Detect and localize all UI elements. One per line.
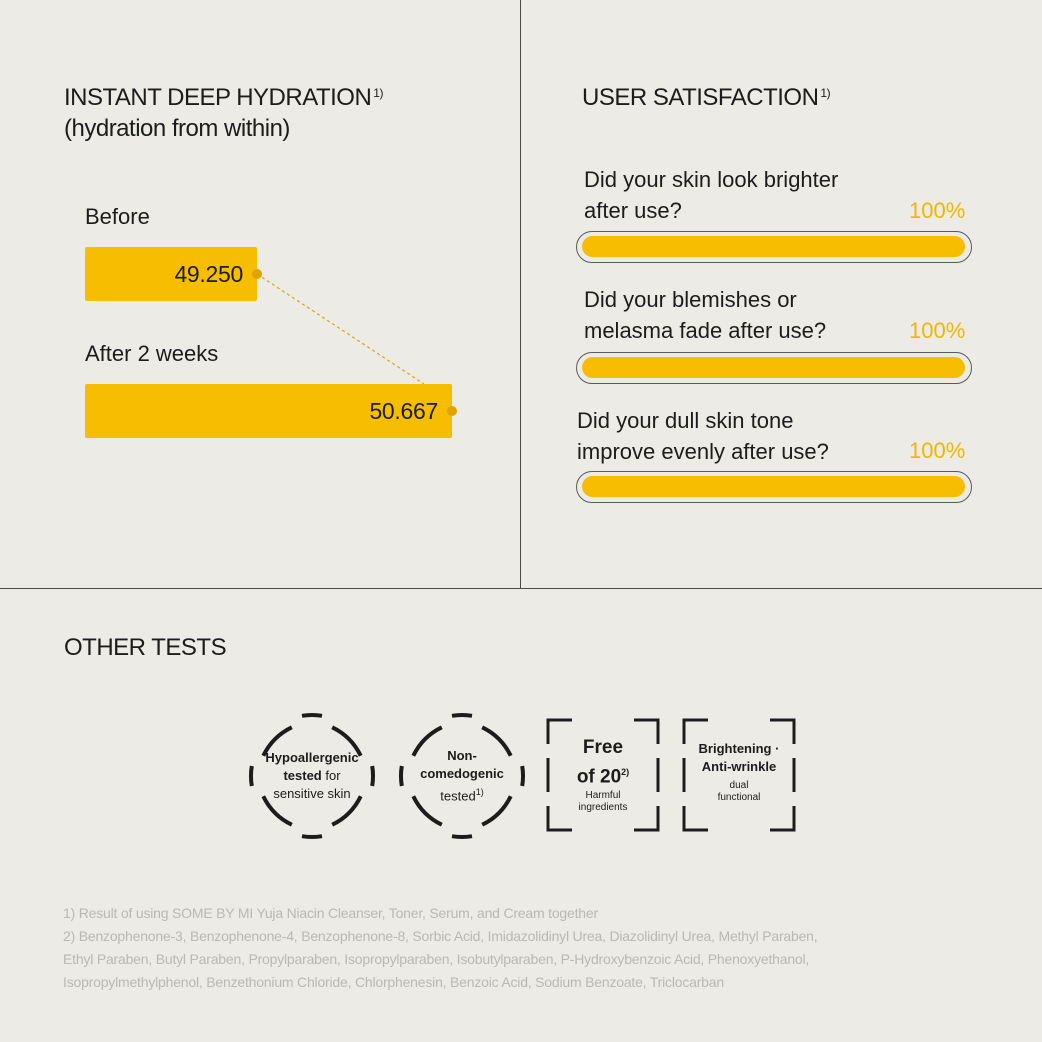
brightening-badge-text	[682, 718, 796, 832]
badge-4-line3: dual	[729, 780, 749, 791]
hypoallergenic-badge	[248, 712, 376, 840]
question-2-line1: Did your blemishes or	[584, 287, 797, 312]
badge-3-line4: ingredients	[578, 801, 628, 813]
question-1-track	[576, 231, 972, 263]
hydration-title-text: INSTANT DEEP HYDRATION	[64, 84, 372, 111]
badge-2-line3-text: tested	[440, 788, 476, 804]
question-3-line1: Did your dull skin tone	[577, 408, 794, 433]
question-3-fill	[582, 476, 965, 497]
question-2-track	[576, 352, 972, 384]
badge-4-line1: Brightening ·	[698, 741, 780, 756]
after-label: After 2 weeks	[85, 341, 219, 366]
hydration-title-sup: 1)	[373, 86, 383, 100]
free-of-20-badge-text	[546, 718, 660, 832]
question-2-percent: 100%	[909, 318, 966, 343]
badge-1-line2-rest: for	[321, 768, 341, 783]
badge-1-line3: sensitive skin	[273, 786, 351, 801]
footnote-1: 1) Result of using SOME BY MI Yuja Niacin Cleanser, Toner, Serum, and Cream together	[63, 905, 598, 921]
horizontal-divider	[0, 588, 1042, 589]
satisfaction-title-sup: 1)	[820, 86, 831, 100]
question-3-text	[577, 405, 829, 467]
question-2-text	[584, 284, 826, 346]
brightening-anti-wrinkle-badge	[682, 718, 796, 832]
free-of-20-badge	[546, 718, 660, 832]
badge-3-line1: Free	[582, 737, 624, 759]
footnotes	[63, 902, 963, 994]
hydration-subtitle: (hydration from within)	[64, 115, 290, 142]
hypoallergenic-badge-text	[248, 712, 376, 840]
badge-3-line3: Harmful	[585, 789, 621, 801]
satisfaction-title	[582, 82, 830, 113]
badge-1-line2-bold: tested	[283, 768, 322, 783]
question-3-track	[576, 471, 972, 503]
footnote-2-cont-a: Ethyl Paraben, Butyl Paraben, Propylparaben, Isopropylparaben, Isobutylparaben, P-Hydroxybenzoic Acid, Phenoxyethanol,	[63, 951, 810, 967]
footnote-2-cont-b: Isopropylmethylphenol, Benzethonium Chloride, Chlorphenesin, Benzoic Acid, Sodium Benzoate, Triclocarban	[63, 974, 724, 990]
question-1-line1: Did your skin look brighter	[584, 167, 839, 192]
badge-3-sup: 2)	[621, 767, 630, 778]
badge-4-line2: Anti-wrinkle	[701, 759, 777, 774]
other-tests-title: OTHER TESTS	[64, 634, 227, 661]
badge-3-line2	[577, 760, 629, 789]
question-1-percent: 100%	[909, 198, 966, 223]
question-1-fill	[582, 236, 965, 257]
badge-2-line3	[440, 783, 483, 805]
question-1-text	[584, 164, 838, 226]
question-2-fill	[582, 357, 965, 378]
question-3-line2: improve evenly after use?	[577, 439, 829, 464]
question-3-percent: 100%	[909, 438, 966, 463]
after-value: 50.667	[369, 397, 438, 424]
before-label: Before	[85, 204, 150, 229]
footnote-2: 2) Benzophenone-3, Benzophenone-4, Benzophenone-8, Sorbic Acid, Imidazolidinyl Urea, Diazolidinyl Urea, Methyl Paraben,	[63, 928, 818, 944]
non-comedogenic-badge-text	[398, 712, 526, 840]
badge-2-line1: Non-	[447, 747, 477, 763]
question-2-line2: melasma fade after use?	[584, 318, 827, 343]
non-comedogenic-badge	[398, 712, 526, 840]
badge-2-line2: comedogenic	[420, 765, 504, 781]
badge-1-line1: Hypoallergenic	[265, 750, 359, 765]
badge-2-sup: 1)	[475, 786, 484, 797]
badge-4-line4: functional	[717, 792, 761, 803]
question-1-line2: after use?	[584, 198, 682, 223]
satisfaction-title-text: USER SATISFACTION	[582, 84, 819, 111]
badge-1-line2	[283, 767, 340, 785]
badge-3-line2-text: of 20	[576, 766, 622, 788]
before-value: 49.250	[174, 260, 243, 287]
